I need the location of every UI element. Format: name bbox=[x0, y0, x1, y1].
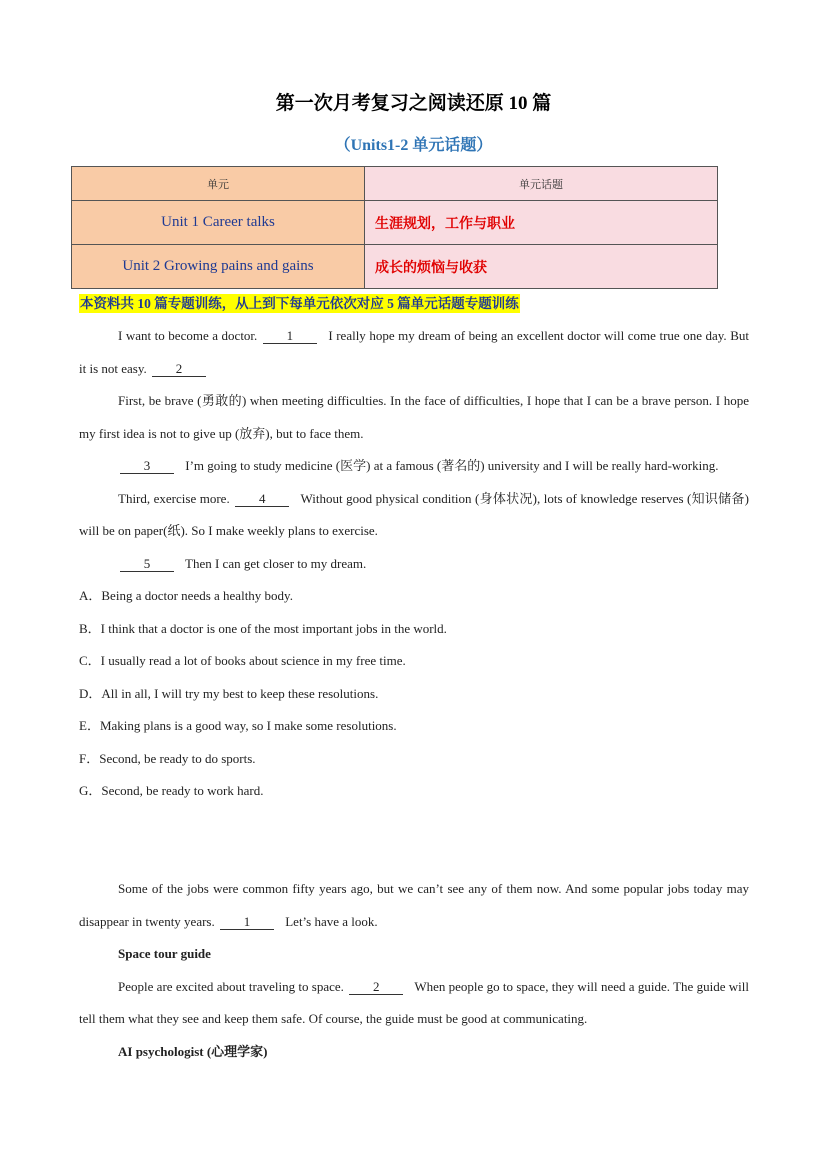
section-heading: AI psychologist (心理学家) bbox=[118, 1043, 268, 1059]
unit-cell: Unit 1 Career talks bbox=[72, 201, 365, 245]
paragraph: First, be brave (勇敢的) when meeting difficulties. In the face of difficulties, I hope that I can be a brave person. I hope my first idea is not to give up (放弃), but to face them. bbox=[79, 393, 749, 441]
passage-1 bbox=[79, 320, 749, 808]
text: People are excited about traveling to space. bbox=[118, 978, 344, 994]
answer-blank[interactable]: 2 bbox=[152, 361, 206, 377]
unit-cell: Unit 2 Growing pains and gains bbox=[72, 245, 365, 289]
text: Then I can get closer to my dream. bbox=[185, 555, 367, 571]
unit-topic-table bbox=[71, 166, 718, 289]
answer-blank[interactable]: 3 bbox=[120, 458, 174, 474]
table-header-cell: 单元话题 bbox=[365, 167, 718, 201]
passage-2 bbox=[79, 873, 749, 1068]
topic-cell: 生涯规划，工作与职业 bbox=[365, 201, 718, 245]
option-item: C．I usually read a lot of books about science in my free time. bbox=[79, 653, 406, 668]
option-item: D．All in all, I will try my best to keep these resolutions. bbox=[79, 685, 379, 701]
option-item: G．Second, be ready to work hard. bbox=[79, 783, 264, 798]
table-row bbox=[72, 201, 718, 245]
option-item: A．Being a doctor needs a healthy body. bbox=[79, 588, 293, 603]
text: Let’s have a look. bbox=[285, 913, 378, 929]
text: I’m going to study medicine (医学) at a famous (著名的) university and I will be really hard-working. bbox=[185, 458, 719, 473]
highlight-note: 本资料共 10 篇专题训练，从上到下每单元依次对应 5 篇单元话题专题训练 bbox=[80, 296, 519, 311]
answer-blank[interactable]: 1 bbox=[263, 328, 317, 344]
table-header-cell: 单元 bbox=[72, 167, 365, 201]
page-title: 第一次月考复习之阅读还原 10 篇 bbox=[275, 93, 552, 114]
paragraph bbox=[79, 873, 749, 938]
text: When people go to space, they will need a guide. The guide will tell them what they see and keep them safe. Of course, the guide must be good at communicating. bbox=[79, 978, 750, 1026]
option-item: E．Making plans is a good way, so I make some resolutions. bbox=[79, 718, 397, 733]
paragraph bbox=[79, 450, 749, 483]
paragraph bbox=[79, 548, 749, 581]
text: Third, exercise more. bbox=[118, 490, 230, 506]
text: Some of the jobs were common fifty years ago, but we can’t see any of them now. And some popular jobs today may disappear in twenty years. bbox=[79, 881, 749, 929]
paragraph bbox=[79, 320, 749, 385]
paragraph bbox=[79, 971, 749, 1036]
paragraph bbox=[79, 483, 749, 548]
option-item: F．Second, be ready to do sports. bbox=[79, 750, 256, 766]
table-header-row bbox=[72, 167, 718, 201]
answer-blank[interactable]: 4 bbox=[235, 491, 289, 507]
option-item: B．I think that a doctor is one of the most important jobs in the world. bbox=[79, 620, 447, 636]
topic-cell: 成长的烦恼与收获 bbox=[365, 245, 718, 289]
answer-blank[interactable]: 5 bbox=[120, 556, 174, 572]
text: I really hope my dream of being an excellent doctor will come true one day. But it is not easy. bbox=[79, 328, 749, 376]
answer-blank[interactable]: 1 bbox=[220, 914, 274, 930]
text: Without good physical condition (身体状况), lots of knowledge reserves (知识储备) will be on paper(纸). So I make weekly plans to exercise. bbox=[79, 490, 749, 538]
text: I want to become a doctor. bbox=[118, 328, 258, 343]
answer-blank[interactable]: 2 bbox=[349, 979, 403, 995]
section-heading: Space tour guide bbox=[118, 946, 211, 961]
table-row bbox=[72, 245, 718, 289]
page-subtitle: （Units1-2 单元话题） bbox=[334, 137, 493, 154]
